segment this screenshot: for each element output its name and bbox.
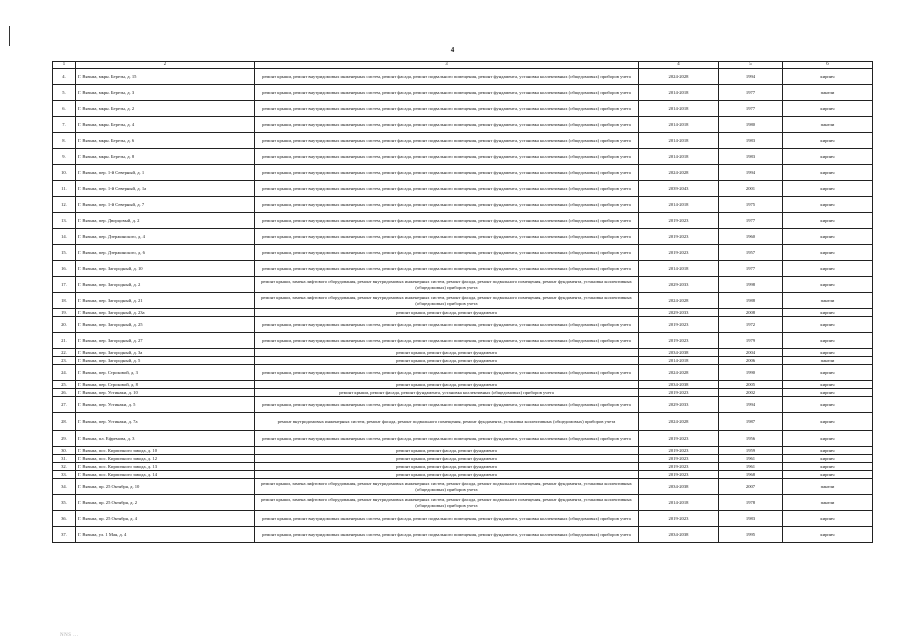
year-cell: 2002 bbox=[719, 389, 783, 397]
address-cell: Г. Вязьма, пос. Кирпичного завода, д. 14 bbox=[76, 471, 255, 479]
address-cell: Г. Вязьма, пл. Ефремова, д. 3 bbox=[76, 431, 255, 447]
period-cell: 2039-2043 bbox=[639, 181, 719, 197]
period-cell: 2014-2018 bbox=[639, 85, 719, 101]
address-cell: Г. Вязьма, пер. 1-й Северный, д. 1 bbox=[76, 165, 255, 181]
works-cell: ремонт крыши, ремонт внутридомовых инженерных систем, ремонт фасада, ремонт подвального помещения, ремонт фундамента, установка коллективных (общедомовых) приборов учета bbox=[255, 245, 639, 261]
material-cell: панели bbox=[783, 357, 873, 365]
table-row bbox=[53, 69, 873, 85]
table-row bbox=[53, 471, 873, 479]
period-cell: 2014-2018 bbox=[639, 357, 719, 365]
table-row bbox=[53, 277, 873, 293]
address-cell: Г. Вязьма, мкрн. Березы, д. 3 bbox=[76, 85, 255, 101]
year-cell: 1994 bbox=[719, 69, 783, 85]
address-cell: Г. Вязьма, пос. Кирпичного завода, д. 10 bbox=[76, 447, 255, 455]
address-cell: Г. Вязьма, пер. Устинаки, д. 10 bbox=[76, 389, 255, 397]
works-cell: ремонт крыши, ремонт фасада, ремонт фундамента, установка коллективных (общедомовых) приборов учета bbox=[255, 389, 639, 397]
row-number: 4. bbox=[53, 69, 76, 85]
material-cell: панели bbox=[783, 479, 873, 495]
row-number: 20. bbox=[53, 317, 76, 333]
address-cell: Г. Вязьма, мкрн. Березы, д. 2 bbox=[76, 101, 255, 117]
header-cell: 5 bbox=[719, 62, 783, 69]
address-cell: Г. Вязьма, пер. Строковой, д. 8 bbox=[76, 381, 255, 389]
period-cell: 2014-2018 bbox=[639, 261, 719, 277]
works-cell: ремонт крыши, замена лифтового оборудования, ремонт внутридомовых инженерных систем, ремонт фасада, ремонт подвального помещения, ремонт фундамента, установка коллективных (общедомовых) приборов учета bbox=[255, 479, 639, 495]
address-cell: Г. Вязьма, пр. 25 Октября, д. 4 bbox=[76, 511, 255, 527]
year-cell: 2005 bbox=[719, 381, 783, 389]
works-cell: ремонт крыши, ремонт внутридомовых инженерных систем, ремонт фасада, ремонт подвального помещения, ремонт фундамента, установка коллективных (общедомовых) приборов учета bbox=[255, 365, 639, 381]
table-row bbox=[53, 365, 873, 381]
period-cell: 2019-2023 bbox=[639, 389, 719, 397]
row-number: 32. bbox=[53, 463, 76, 471]
period-cell: 2014-2018 bbox=[639, 495, 719, 511]
header-cell: 6 bbox=[783, 62, 873, 69]
table-row bbox=[53, 381, 873, 389]
year-cell: 1988 bbox=[719, 293, 783, 309]
table-row bbox=[53, 317, 873, 333]
period-cell: 2034-2038 bbox=[639, 349, 719, 357]
table-row bbox=[53, 213, 873, 229]
works-cell: ремонт крыши, ремонт внутридомовых инженерных систем, ремонт фасада, ремонт подвального помещения, ремонт фундамента, установка коллективных (общедомовых) приборов учета bbox=[255, 511, 639, 527]
year-cell: 1961 bbox=[719, 455, 783, 463]
page-number: 4 bbox=[450, 46, 455, 54]
row-number: 26. bbox=[53, 389, 76, 397]
table-row bbox=[53, 527, 873, 543]
address-cell: Г. Вязьма, пер. Устинаки, д. 7а bbox=[76, 413, 255, 431]
period-cell: 2019-2023 bbox=[639, 431, 719, 447]
row-number: 12. bbox=[53, 197, 76, 213]
address-cell: Г. Вязьма, пер. Дворцовый, д. 2 bbox=[76, 213, 255, 229]
table-row bbox=[53, 397, 873, 413]
material-cell: кирпич bbox=[783, 261, 873, 277]
row-number: 13. bbox=[53, 213, 76, 229]
row-number: 9. bbox=[53, 149, 76, 165]
table-row bbox=[53, 133, 873, 149]
year-cell: 2004 bbox=[719, 349, 783, 357]
table-row bbox=[53, 349, 873, 357]
year-cell: 2008 bbox=[719, 309, 783, 317]
row-number: 17. bbox=[53, 277, 76, 293]
row-number: 29. bbox=[53, 431, 76, 447]
works-cell: ремонт крыши, ремонт внутридомовых инженерных систем, ремонт фасада, ремонт подвального помещения, ремонт фундамента, установка коллективных (общедомовых) приборов учета bbox=[255, 165, 639, 181]
works-cell: ремонт крыши, ремонт фасада, ремонт фундамента bbox=[255, 463, 639, 471]
row-number: 25. bbox=[53, 381, 76, 389]
year-cell: 1978 bbox=[719, 495, 783, 511]
material-cell: кирпич bbox=[783, 431, 873, 447]
address-cell: Г. Вязьма, пер. Загородный, д. 21 bbox=[76, 293, 255, 309]
address-cell: Г. Вязьма, пр. 25 Октября, д. 2 bbox=[76, 495, 255, 511]
row-number: 15. bbox=[53, 245, 76, 261]
row-number: 19. bbox=[53, 309, 76, 317]
year-cell: 1959 bbox=[719, 447, 783, 455]
works-cell: ремонт крыши, ремонт внутридомовых инженерных систем, ремонт фасада, ремонт подвального помещения, ремонт фундамента, установка коллективных (общедомовых) приборов учета bbox=[255, 431, 639, 447]
period-cell: 2019-2023 bbox=[639, 245, 719, 261]
works-cell: ремонт крыши, замена лифтового оборудования, ремонт внутридомовых инженерных систем, ремонт фасада, ремонт подвального помещения, ремонт фундамента, установка коллективных (общедомовых) приборов учета bbox=[255, 277, 639, 293]
address-cell: Г. Вязьма, пер. Загородный, д. 27 bbox=[76, 333, 255, 349]
address-cell: Г. Вязьма, пер. 1-й Северный, д. 1а bbox=[76, 181, 255, 197]
year-cell: 1994 bbox=[719, 397, 783, 413]
period-cell: 2024-2028 bbox=[639, 365, 719, 381]
row-number: 37. bbox=[53, 527, 76, 543]
works-cell: ремонт крыши, ремонт фасада, ремонт фундамента bbox=[255, 349, 639, 357]
works-cell: ремонт крыши, ремонт внутридомовых инженерных систем, ремонт фасада, ремонт подвального помещения, ремонт фундамента, установка коллективных (общедомовых) приборов учета bbox=[255, 85, 639, 101]
year-cell: 1987 bbox=[719, 413, 783, 431]
material-cell: кирпич bbox=[783, 333, 873, 349]
works-cell: ремонт крыши, ремонт внутридомовых инженерных систем, ремонт фасада, ремонт подвального помещения, ремонт фундамента, установка коллективных (общедомовых) приборов учета bbox=[255, 261, 639, 277]
year-cell: 1990 bbox=[719, 365, 783, 381]
year-cell: 1960 bbox=[719, 229, 783, 245]
year-cell: 1980 bbox=[719, 117, 783, 133]
address-cell: Г. Вязьма, пер. Строковой, д. 3 bbox=[76, 365, 255, 381]
material-cell: кирпич bbox=[783, 197, 873, 213]
row-number: 24. bbox=[53, 365, 76, 381]
material-cell: кирпич bbox=[783, 213, 873, 229]
period-cell: 2029-2033 bbox=[639, 277, 719, 293]
housing-repair-table bbox=[52, 61, 873, 543]
material-cell: кирпич bbox=[783, 229, 873, 245]
address-cell: Г. Вязьма, пос. Кирпичного завода, д. 13 bbox=[76, 463, 255, 471]
year-cell: 1972 bbox=[719, 317, 783, 333]
header-cell: 2 bbox=[76, 62, 255, 69]
year-cell: 1998 bbox=[719, 277, 783, 293]
table-row bbox=[53, 149, 873, 165]
period-cell: 2019-2023 bbox=[639, 511, 719, 527]
works-cell: ремонт крыши, ремонт внутридомовых инженерных систем, ремонт фасада, ремонт подвального помещения, ремонт фундамента, установка коллективных (общедомовых) приборов учета bbox=[255, 181, 639, 197]
works-cell: ремонт крыши, ремонт фасада, ремонт фундамента bbox=[255, 309, 639, 317]
row-number: 16. bbox=[53, 261, 76, 277]
works-cell: ремонт крыши, ремонт внутридомовых инженерных систем, ремонт фасада, ремонт подвального помещения, ремонт фундамента, установка коллективных (общедомовых) приборов учета bbox=[255, 69, 639, 85]
table-row bbox=[53, 85, 873, 101]
works-cell: ремонт крыши, ремонт внутридомовых инженерных систем, ремонт фасада, ремонт подвального помещения, ремонт фундамента, установка коллективных (общедомовых) приборов учета bbox=[255, 101, 639, 117]
row-number: 21. bbox=[53, 333, 76, 349]
address-cell: Г. Вязьма, пер. Дзержинского, д. 4 bbox=[76, 229, 255, 245]
works-cell: ремонт крыши, ремонт внутридомовых инженерных систем, ремонт фасада, ремонт подвального помещения, ремонт фундамента, установка коллективных (общедомовых) приборов учета bbox=[255, 229, 639, 245]
table-header-row bbox=[53, 62, 873, 69]
period-cell: 2034-2038 bbox=[639, 527, 719, 543]
year-cell: 1957 bbox=[719, 245, 783, 261]
works-cell: ремонт крыши, ремонт внутридомовых инженерных систем, ремонт фасада, ремонт подвального помещения, ремонт фундамента, установка коллективных (общедомовых) приборов учета bbox=[255, 133, 639, 149]
header-cell: 4 bbox=[639, 62, 719, 69]
year-cell: 1977 bbox=[719, 261, 783, 277]
works-cell: ремонт крыши, замена лифтового оборудования, ремонт внутридомовых инженерных систем, ремонт фасада, ремонт подвального помещения, ремонт фундамента, установка коллективных (общедомовых) приборов учета bbox=[255, 495, 639, 511]
material-cell: кирпич bbox=[783, 69, 873, 85]
year-cell: 1977 bbox=[719, 101, 783, 117]
material-cell: кирпич bbox=[783, 397, 873, 413]
material-cell: кирпич bbox=[783, 149, 873, 165]
table-row bbox=[53, 455, 873, 463]
scan-edge-mark bbox=[9, 26, 10, 46]
period-cell: 2024-2028 bbox=[639, 413, 719, 431]
row-number: 18. bbox=[53, 293, 76, 309]
works-cell: ремонт крыши, ремонт внутридомовых инженерных систем, ремонт фасада, ремонт подвального помещения, ремонт фундамента, установка коллективных (общедомовых) приборов учета bbox=[255, 333, 639, 349]
row-number: 35. bbox=[53, 495, 76, 511]
year-cell: 1995 bbox=[719, 527, 783, 543]
table-row bbox=[53, 101, 873, 117]
row-number: 34. bbox=[53, 479, 76, 495]
table-row bbox=[53, 479, 873, 495]
row-number: 7. bbox=[53, 117, 76, 133]
page-footer: NNS ... bbox=[60, 633, 79, 638]
material-cell: кирпич bbox=[783, 317, 873, 333]
table-row bbox=[53, 463, 873, 471]
material-cell: кирпич bbox=[783, 365, 873, 381]
material-cell: кирпич bbox=[783, 133, 873, 149]
address-cell: Г. Вязьма, пер. Загородный, д. 23а bbox=[76, 309, 255, 317]
period-cell: 2034-2038 bbox=[639, 479, 719, 495]
period-cell: 2019-2023 bbox=[639, 333, 719, 349]
works-cell: ремонт крыши, ремонт внутридомовых инженерных систем, ремонт фасада, ремонт подвального помещения, ремонт фундамента, установка коллективных (общедомовых) приборов учета bbox=[255, 149, 639, 165]
period-cell: 2019-2023 bbox=[639, 471, 719, 479]
material-cell: кирпич bbox=[783, 277, 873, 293]
works-cell: ремонт крыши, ремонт внутридомовых инженерных систем, ремонт фасада, ремонт подвального помещения, ремонт фундамента, установка коллективных (общедомовых) приборов учета bbox=[255, 117, 639, 133]
row-number: 22. bbox=[53, 349, 76, 357]
address-cell: Г. Вязьма, пос. Кирпичного завода, д. 12 bbox=[76, 455, 255, 463]
period-cell: 2014-2018 bbox=[639, 133, 719, 149]
works-cell: ремонт крыши, ремонт внутридомовых инженерных систем, ремонт фасада, ремонт подвального помещения, ремонт фундамента, установка коллективных (общедомовых) приборов учета bbox=[255, 213, 639, 229]
table-row bbox=[53, 357, 873, 365]
year-cell: 1975 bbox=[719, 197, 783, 213]
material-cell: кирпич bbox=[783, 245, 873, 261]
row-number: 23. bbox=[53, 357, 76, 365]
period-cell: 2029-2033 bbox=[639, 309, 719, 317]
material-cell: кирпич bbox=[783, 309, 873, 317]
table-row bbox=[53, 389, 873, 397]
period-cell: 2014-2018 bbox=[639, 149, 719, 165]
works-cell: ремонт крыши, замена лифтового оборудования, ремонт внутридомовых инженерных систем, ремонт фасада, ремонт подвального помещения, ремонт фундамента, установка коллективных (общедомовых) приборов учета bbox=[255, 293, 639, 309]
works-cell: ремонт крыши, ремонт внутридомовых инженерных систем, ремонт фасада, ремонт подвального помещения, ремонт фундамента, установка коллективных (общедомовых) приборов учета bbox=[255, 397, 639, 413]
table-row bbox=[53, 293, 873, 309]
year-cell: 2001 bbox=[719, 181, 783, 197]
table-row bbox=[53, 165, 873, 181]
address-cell: Г. Вязьма, пер. 1-й Северный, д. 7 bbox=[76, 197, 255, 213]
row-number: 33. bbox=[53, 471, 76, 479]
table-row bbox=[53, 245, 873, 261]
period-cell: 2014-2018 bbox=[639, 117, 719, 133]
works-cell: ремонт крыши, ремонт фасада, ремонт фундамента bbox=[255, 447, 639, 455]
material-cell: кирпич bbox=[783, 389, 873, 397]
table-row bbox=[53, 197, 873, 213]
address-cell: Г. Вязьма, пер. Загородный, д. 10 bbox=[76, 261, 255, 277]
works-cell: ремонт крыши, ремонт фасада, ремонт фундамента bbox=[255, 381, 639, 389]
year-cell: 2006 bbox=[719, 357, 783, 365]
row-number: 31. bbox=[53, 455, 76, 463]
table-row bbox=[53, 413, 873, 431]
year-cell: 1983 bbox=[719, 149, 783, 165]
address-cell: Г. Вязьма, мкрн. Березы, д. 6 bbox=[76, 133, 255, 149]
year-cell: 1983 bbox=[719, 133, 783, 149]
table-row bbox=[53, 309, 873, 317]
table-row bbox=[53, 495, 873, 511]
table-body bbox=[53, 62, 873, 543]
works-cell: ремонт внутридомовых инженерных систем, ремонт фасада, ремонт подвального помещения, ремонт фундамента, установка коллективных (общедомовых) приборов учета bbox=[255, 413, 639, 431]
period-cell: 2019-2023 bbox=[639, 229, 719, 245]
material-cell: кирпич bbox=[783, 511, 873, 527]
material-cell: кирпич bbox=[783, 181, 873, 197]
period-cell: 2014-2018 bbox=[639, 197, 719, 213]
year-cell: 1977 bbox=[719, 213, 783, 229]
housing-repair-table-container bbox=[52, 61, 872, 543]
row-number: 10. bbox=[53, 165, 76, 181]
year-cell: 1961 bbox=[719, 463, 783, 471]
material-cell: панели bbox=[783, 117, 873, 133]
year-cell: 1979 bbox=[719, 333, 783, 349]
row-number: 8. bbox=[53, 133, 76, 149]
period-cell: 2024-2028 bbox=[639, 69, 719, 85]
period-cell: 2024-2028 bbox=[639, 165, 719, 181]
row-number: 5. bbox=[53, 85, 76, 101]
address-cell: Г. Вязьма, пер. Устинаки, д. 5 bbox=[76, 397, 255, 413]
period-cell: 2029-2033 bbox=[639, 397, 719, 413]
year-cell: 1994 bbox=[719, 165, 783, 181]
year-cell: 2007 bbox=[719, 479, 783, 495]
year-cell: 1956 bbox=[719, 431, 783, 447]
period-cell: 2014-2018 bbox=[639, 101, 719, 117]
material-cell: кирпич bbox=[783, 447, 873, 455]
material-cell: панели bbox=[783, 495, 873, 511]
address-cell: Г. Вязьма, мкрн. Березы, д. 4 bbox=[76, 117, 255, 133]
material-cell: кирпич bbox=[783, 527, 873, 543]
address-cell: Г. Вязьма, мкрн. Березы, д. 15 bbox=[76, 69, 255, 85]
period-cell: 2019-2023 bbox=[639, 213, 719, 229]
material-cell: кирпич bbox=[783, 463, 873, 471]
header-cell: 1 bbox=[53, 62, 76, 69]
period-cell: 2019-2023 bbox=[639, 447, 719, 455]
material-cell: кирпич bbox=[783, 349, 873, 357]
year-cell: 1968 bbox=[719, 471, 783, 479]
year-cell: 1983 bbox=[719, 511, 783, 527]
address-cell: Г. Вязьма, пр. 25 Октября, д. 10 bbox=[76, 479, 255, 495]
period-cell: 2024-2028 bbox=[639, 293, 719, 309]
material-cell: кирпич bbox=[783, 381, 873, 389]
table-row bbox=[53, 261, 873, 277]
row-number: 36. bbox=[53, 511, 76, 527]
works-cell: ремонт крыши, ремонт внутридомовых инженерных систем, ремонт фасада, ремонт подвального помещения, ремонт фундамента, установка коллективных (общедомовых) приборов учета bbox=[255, 527, 639, 543]
works-cell: ремонт крыши, ремонт фасада, ремонт фундамента bbox=[255, 357, 639, 365]
material-cell: панели bbox=[783, 85, 873, 101]
period-cell: 2019-2023 bbox=[639, 455, 719, 463]
address-cell: Г. Вязьма, пер. Загородный, д. 5 bbox=[76, 357, 255, 365]
row-number: 11. bbox=[53, 181, 76, 197]
works-cell: ремонт крыши, ремонт фасада, ремонт фундамента bbox=[255, 471, 639, 479]
material-cell: кирпич bbox=[783, 455, 873, 463]
table-row bbox=[53, 333, 873, 349]
address-cell: Г. Вязьма, мкрн. Березы, д. 8 bbox=[76, 149, 255, 165]
address-cell: Г. Вязьма, пер. Загородный, д. 25 bbox=[76, 317, 255, 333]
row-number: 14. bbox=[53, 229, 76, 245]
period-cell: 2034-2038 bbox=[639, 381, 719, 389]
material-cell: кирпич bbox=[783, 101, 873, 117]
period-cell: 2019-2023 bbox=[639, 317, 719, 333]
table-row bbox=[53, 431, 873, 447]
table-row bbox=[53, 181, 873, 197]
period-cell: 2019-2023 bbox=[639, 463, 719, 471]
row-number: 27. bbox=[53, 397, 76, 413]
material-cell: кирпич bbox=[783, 165, 873, 181]
works-cell: ремонт крыши, ремонт фасада, ремонт фундамента bbox=[255, 455, 639, 463]
address-cell: Г. Вязьма, пер. Дзержинского, д. 6 bbox=[76, 245, 255, 261]
material-cell: кирпич bbox=[783, 471, 873, 479]
table-row bbox=[53, 511, 873, 527]
table-row bbox=[53, 229, 873, 245]
works-cell: ремонт крыши, ремонт внутридомовых инженерных систем, ремонт фасада, ремонт подвального помещения, ремонт фундамента, установка коллективных (общедомовых) приборов учета bbox=[255, 197, 639, 213]
address-cell: Г. Вязьма, пер. Загородный, д. 2 bbox=[76, 277, 255, 293]
table-row bbox=[53, 117, 873, 133]
header-cell: 3 bbox=[255, 62, 639, 69]
material-cell: панели bbox=[783, 293, 873, 309]
works-cell: ремонт крыши, ремонт внутридомовых инженерных систем, ремонт фасада, ремонт подвального помещения, ремонт фундамента, установка коллективных (общедомовых) приборов учета bbox=[255, 317, 639, 333]
address-cell: Г. Вязьма, ул. 1 Мая, д. 4 bbox=[76, 527, 255, 543]
address-cell: Г. Вязьма, пер. Загородный, д. 3а bbox=[76, 349, 255, 357]
material-cell: кирпич bbox=[783, 413, 873, 431]
row-number: 6. bbox=[53, 101, 76, 117]
row-number: 30. bbox=[53, 447, 76, 455]
year-cell: 1977 bbox=[719, 85, 783, 101]
table-row bbox=[53, 447, 873, 455]
row-number: 28. bbox=[53, 413, 76, 431]
